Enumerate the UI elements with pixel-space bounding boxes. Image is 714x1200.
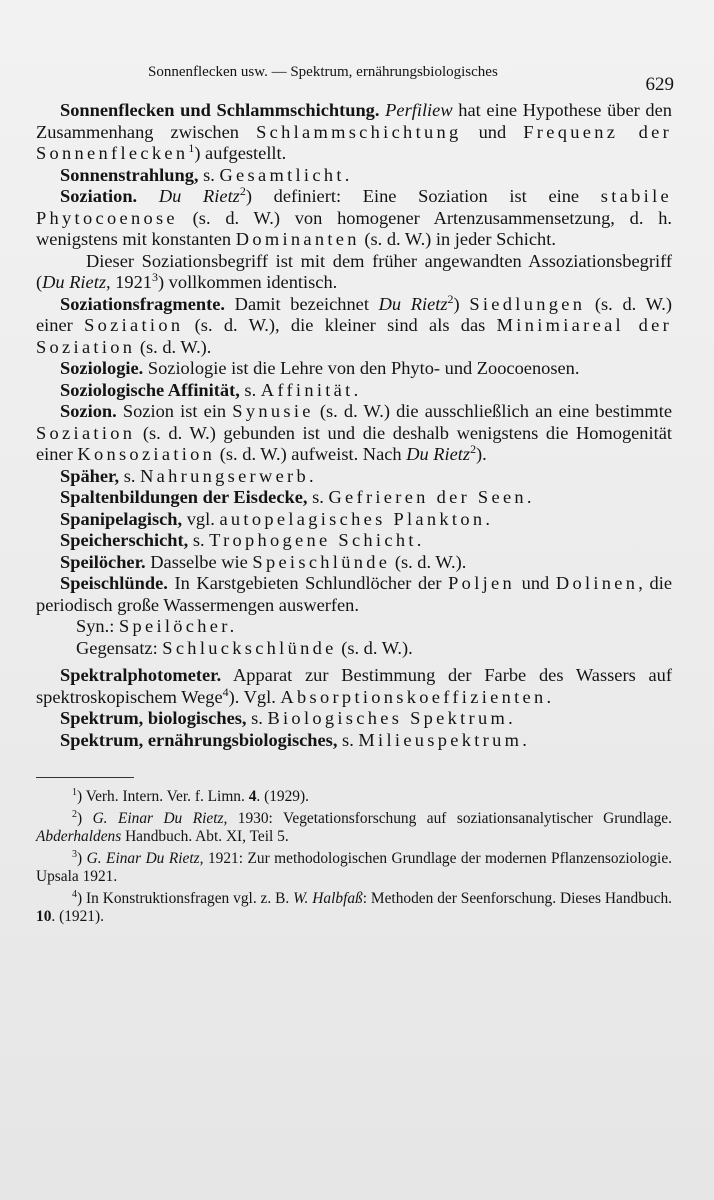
author-name: Du Rietz, xyxy=(42,272,111,292)
entry-headword: Spektralphotometer. xyxy=(60,665,222,685)
footnote-ref: 1 xyxy=(188,140,195,155)
entry-spektrum-biologisches: Spektrum, biologisches, s. Biologisches Spektrum. xyxy=(60,708,517,728)
footnote-ref: 2 xyxy=(470,441,477,456)
footnote-4: $^4$) In Konstruktionsfragen vgl. z. B. W. Halbfaß: Methoden der Seenforschung. Dieses Handbuch. 10. (1921). xyxy=(36,888,672,925)
page-number: 629 xyxy=(645,74,674,95)
entry-soziationsfragmente: Soziationsfragmente. Damit bezeichnet Du Rietz$^2$) Siedlungen (s. d. W.) einer Soziation (s. d. W.), die kleiner sind als das Minimiareal der Soziation (s. d. W.). xyxy=(36,291,673,357)
spaced-term: Speilöcher. xyxy=(118,616,238,636)
entry-soziation: Soziation. Du Rietz$^2$) definiert: Eine Soziation ist eine stabile Phytocoenose (s. d. W.) von homogener Artenzusammensetzung, d. h. wenigstens mit konstanten Dominanten (s. d. W.) in jeder Schicht. xyxy=(36,183,672,249)
entry-headword: Soziologische Affinität, xyxy=(60,379,240,400)
footnote-2: $^2$) G. Einar Du Rietz, 1930: Vegetationsforschung auf soziationsanalytischer Grundlage. Abderhaldens Handbuch. Abt. XI, Teil 5. xyxy=(36,808,672,845)
spaced-term: Konsoziation xyxy=(77,444,216,464)
spaced-term: autopelagisches Plankton. xyxy=(219,508,494,529)
spaced-term: Soziation xyxy=(36,422,136,443)
entry-headword: Soziation. xyxy=(60,186,138,206)
spaced-term: Milieuspektrum. xyxy=(358,729,531,750)
entry-soziologische-affinitaet: Soziologische Affinität, s. Affinität. xyxy=(60,379,362,400)
spaced-term: Soziation xyxy=(84,315,184,335)
footnote-1: $^1$) Verh. Intern. Ver. f. Limn. 4. (1929). xyxy=(72,786,309,805)
dictionary-entries xyxy=(36,100,672,930)
spaced-term: Minimiareal der Soziation xyxy=(36,315,673,357)
author-name: W. Halbfaß xyxy=(293,889,363,907)
entry-spaeher: Späher, s. Nahrungserwerb. xyxy=(60,465,317,486)
author-name: Du Rietz xyxy=(378,293,448,314)
spaced-term: Gesamtlicht. xyxy=(219,164,353,185)
entry-headword: Spanipelagisch, xyxy=(60,508,183,529)
entry-headword: Spektrum, biologisches, xyxy=(60,708,247,728)
entry-headword: Sonnenflecken und Schlammschichtung. xyxy=(60,100,380,120)
spaced-term: Affinität. xyxy=(260,379,362,400)
footnote-3: $^3$) G. Einar Du Rietz, 1921: Zur methodologischen Grundlage der modernen Pflanzensoziologie. Upsala 1921. xyxy=(36,848,673,885)
antonym-line: Gegensatz: Schluckschlünde (s. d. W.). xyxy=(76,637,413,658)
footnote-separator xyxy=(36,777,134,778)
entry-headword: Sozion. xyxy=(60,401,117,421)
author-name: Du Rietz xyxy=(158,186,240,206)
footnote-ref: 4 xyxy=(222,684,229,699)
entry-headword: Soziationsfragmente. xyxy=(60,293,225,314)
entry-headword: Speilöcher. xyxy=(60,551,146,572)
entry-headword: Späher, xyxy=(60,465,120,486)
footnote-mark: 3 xyxy=(72,848,77,860)
entry-headword: Spektrum, ernährungsbiologisches, xyxy=(60,729,338,750)
entry-headword: Speischlünde. xyxy=(60,573,168,593)
running-title: Sonnenflecken usw. — Spektrum, ernährungsbiologisches xyxy=(148,64,498,80)
entry-spektralphotometer: Spektralphotometer. Apparat zur Bestimmung der Farbe des Wassers auf spektroskopischem Wege$^4$). Vgl. Absorptionskoeffizienten. xyxy=(36,665,672,707)
spaced-term: Synusie xyxy=(232,401,314,421)
entry-sozion: Sozion. Sozion ist ein Synusie (s. d. W.) die ausschließlich an eine bestimmte Soziation (s. d. W.) gebunden ist und die deshalb wenigstens die Homogenität einer Konsoziation (s. d. W.) aufweist. Nach Du Rietz$^2$). xyxy=(36,401,672,464)
spaced-term: Absorptionskoeffizienten. xyxy=(280,686,555,707)
footnote-ref: 3 xyxy=(151,269,158,284)
author-name: Du Rietz xyxy=(406,444,471,464)
footnote-mark: 1 xyxy=(72,786,77,798)
spaced-term: Trophogene Schicht. xyxy=(209,530,425,550)
spaced-term: Biologisches Spektrum. xyxy=(267,708,517,728)
footnote-ref: 2 xyxy=(447,291,454,306)
entry-sonnenstrahlung: Sonnenstrahlung, s. Gesamtlicht. xyxy=(60,164,353,185)
spaced-term: Schluckschlünde xyxy=(162,637,337,658)
footnotes xyxy=(36,788,672,927)
entry-spektrum-ernaehrungsbiologisches: Spektrum, ernährungsbiologisches, s. Milieuspektrum. xyxy=(60,729,531,750)
spaced-term: stabile Phytocoenose xyxy=(36,186,672,228)
footnote-mark: 2 xyxy=(72,808,77,820)
entry-headword: Spaltenbildungen der Eisdecke, xyxy=(60,487,308,507)
footnote-mark: 4 xyxy=(72,888,77,900)
synonym-line: Syn.: Speilöcher. xyxy=(76,616,238,636)
source-name: Abderhaldens xyxy=(36,828,122,845)
entry-spanipelagisch: Spanipelagisch, vgl. autopelagisches Plankton. xyxy=(60,508,494,529)
author-name: Perfiliew xyxy=(385,100,453,120)
entry-headword: Speicherschicht, xyxy=(60,530,189,550)
entry-speiloecher: Speilöcher. Dasselbe wie Speischlünde (s. d. W.). xyxy=(60,551,467,572)
footnote-ref: 2 xyxy=(239,183,246,198)
entry-sonnenflecken-und-schlammschichtung: Sonnenflecken und Schlammschichtung. Perfiliew hat eine Hypothese über den Zusammenhang zwischen Schlammschichtung und Frequenz der Sonnenflecken$^1$) aufgestellt. xyxy=(36,100,672,163)
spaced-term: Nahrungserwerb. xyxy=(140,465,317,486)
spaced-term: Frequenz der Sonnenflecken xyxy=(36,121,672,163)
entry-soziologie: Soziologie. Soziologie ist die Lehre von den Phyto- und Zoocoenosen. xyxy=(60,358,580,378)
spaced-term: Siedlungen xyxy=(469,293,586,314)
entry-speischluende: Speischlünde. In Karstgebieten Schlundlöcher der Poljen und Dolinen, die periodisch große Wassermengen auswerfen. xyxy=(36,573,672,615)
spaced-term: Dominanten xyxy=(235,229,360,249)
entry-headword: Soziologie. xyxy=(60,358,144,378)
spaced-term: Poljen xyxy=(448,573,516,593)
spaced-term: Speischlünde xyxy=(252,551,391,572)
author-name: G. Einar Du Rietz, xyxy=(86,849,204,867)
entry-speicherschicht: Speicherschicht, s. Trophogene Schicht. xyxy=(60,530,425,550)
page-header xyxy=(148,60,674,95)
entry-headword: Sonnenstrahlung, xyxy=(60,164,199,185)
spaced-term: Dolinen xyxy=(555,573,639,593)
entry-spaltenbildungen-der-eisdecke: Spaltenbildungen der Eisdecke, s. Gefrieren der Seen. xyxy=(60,487,535,507)
spaced-term: Schlammschichtung xyxy=(256,121,462,142)
spaced-term: Gefrieren der Seen. xyxy=(328,487,535,507)
author-name: G. Einar Du Rietz, xyxy=(92,809,228,827)
entry-soziation-paragraph: Dieser Soziationsbegriff ist mit dem früher angewandten Assoziationsbegriff (Du Rietz, 1921$^3$) vollkommen identisch. xyxy=(36,250,672,292)
